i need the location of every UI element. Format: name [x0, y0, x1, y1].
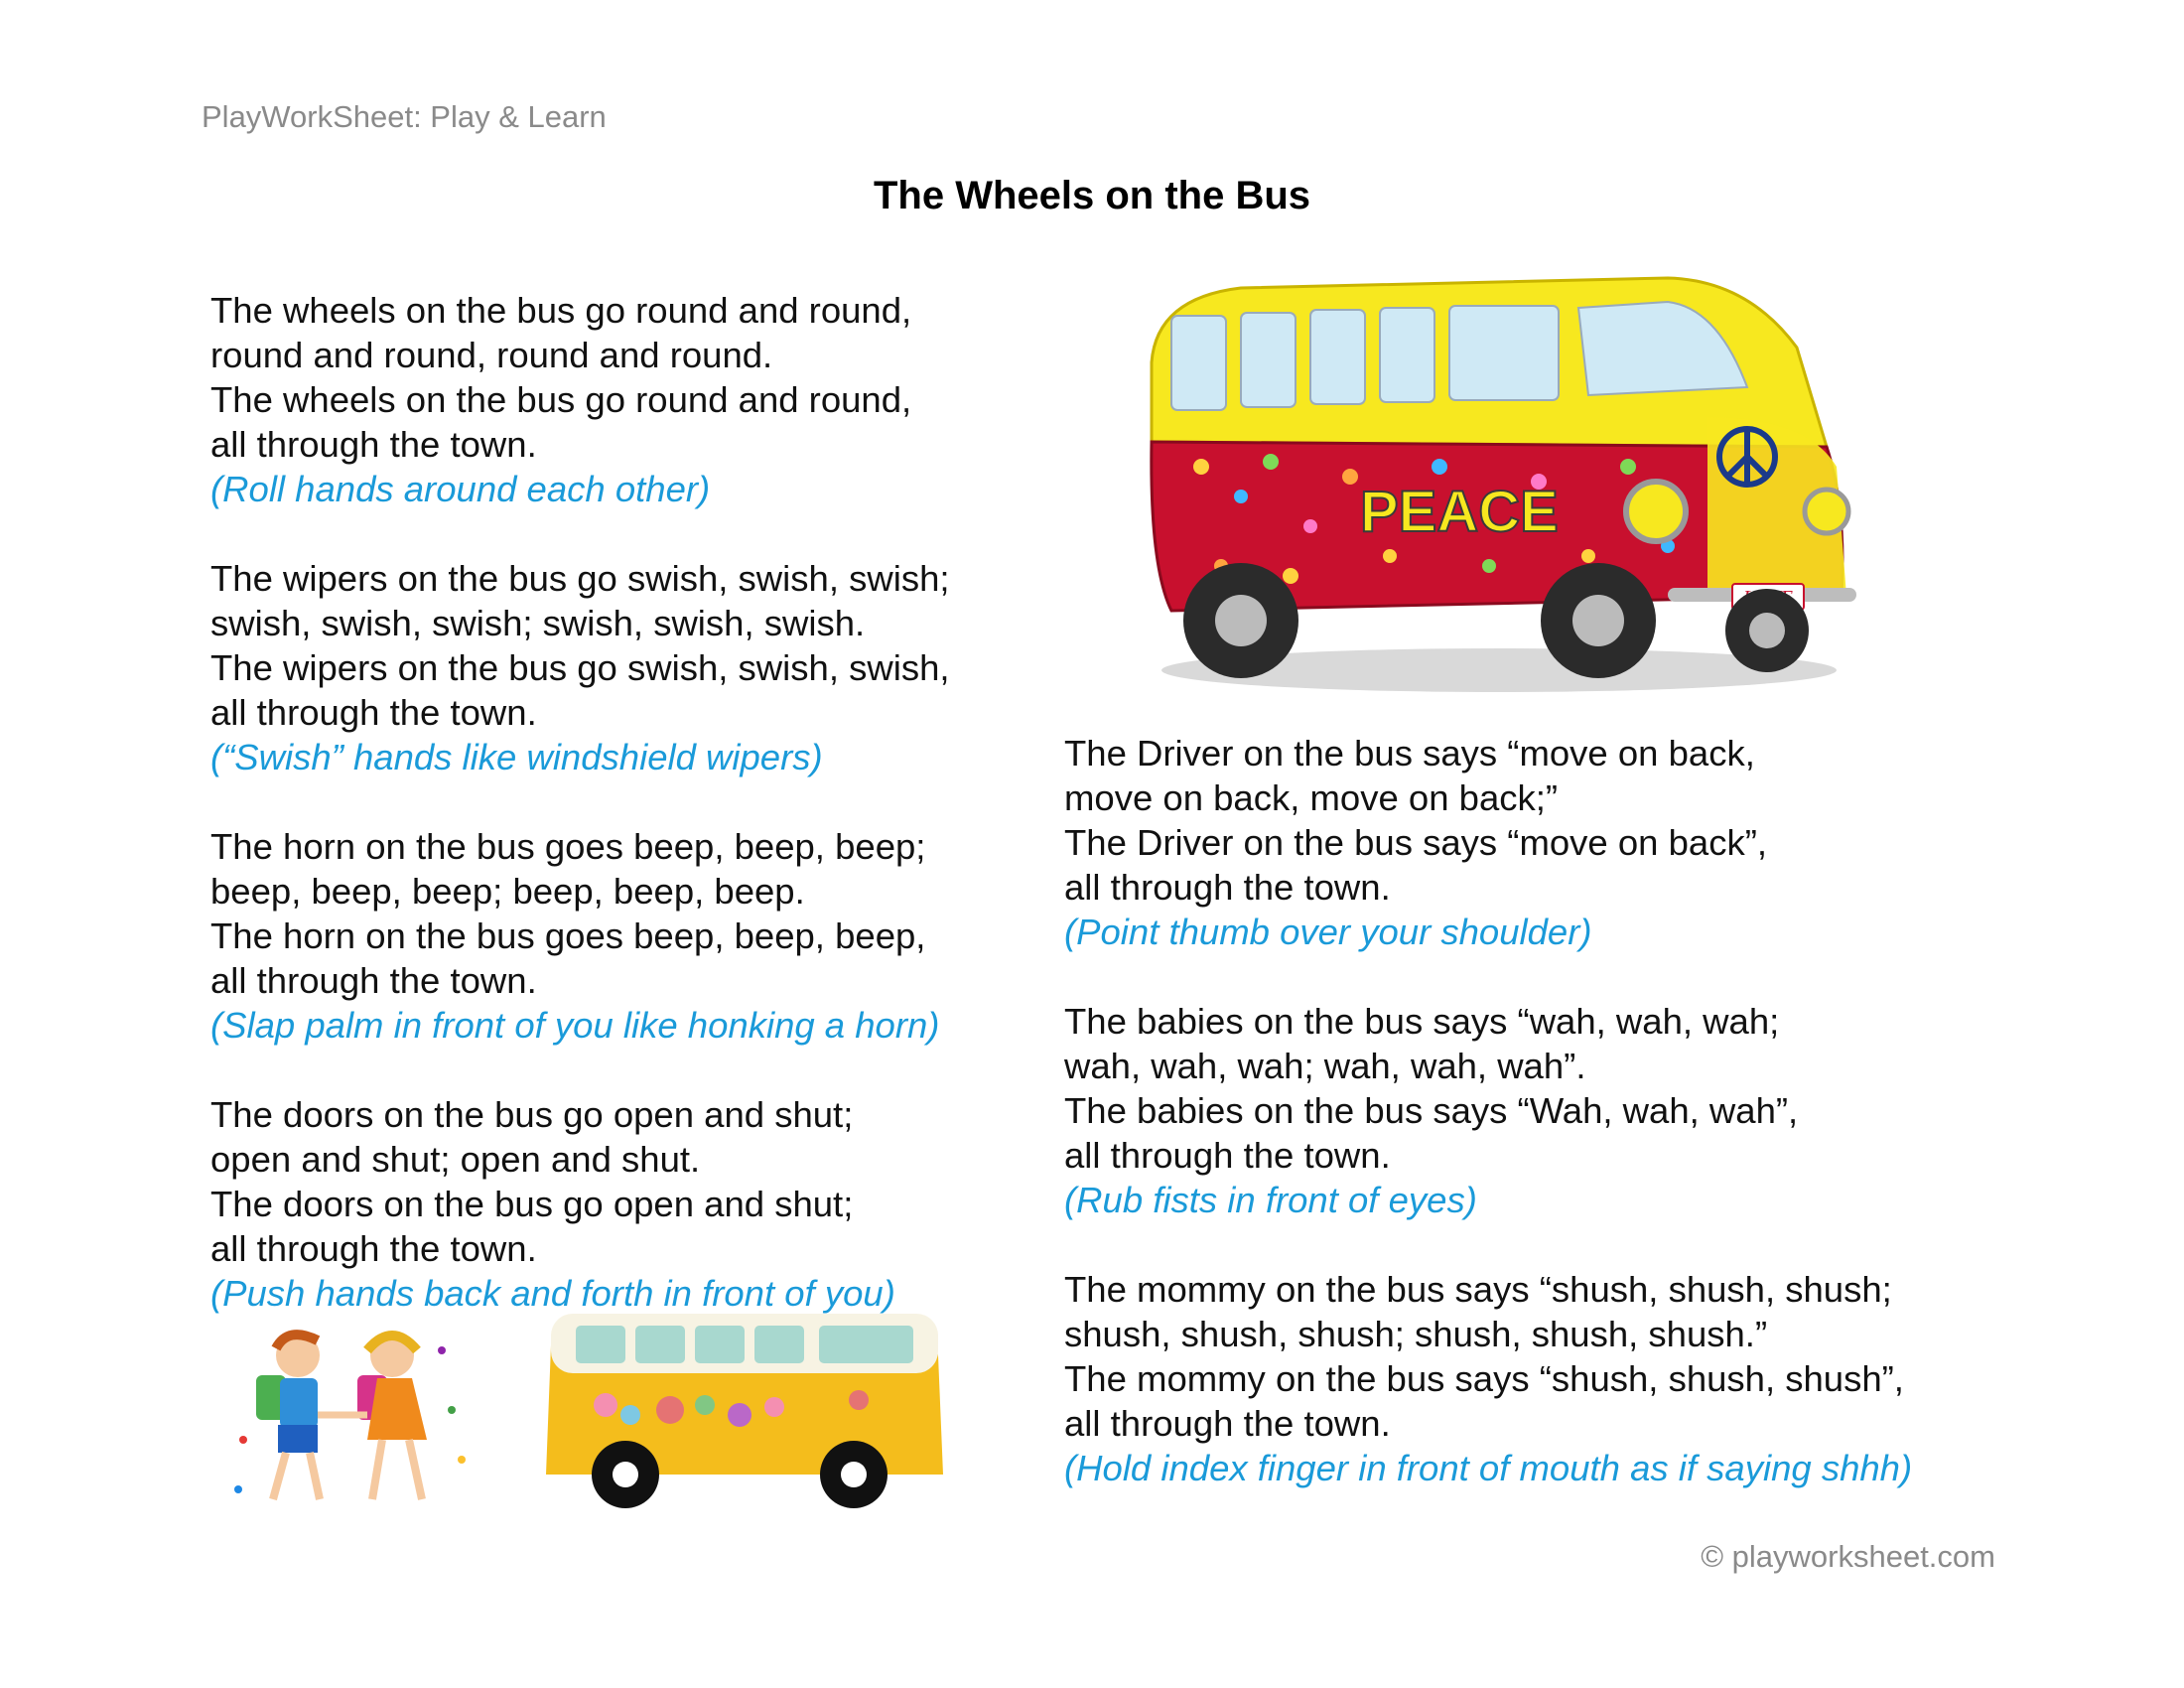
verse-line: all through the town. [210, 960, 537, 1001]
verse-action: (Slap palm in front of you like honking a horn) [210, 1005, 940, 1046]
children-walking-icon [228, 1321, 477, 1519]
verse-line: shush, shush, shush; shush, shush, shush.” [1064, 1314, 1768, 1354]
bus-peace-text: PEACE [1360, 480, 1559, 544]
verse-action: (Hold index finger in front of mouth as if saying shhh) [1064, 1448, 1913, 1488]
verse-action: (Point thumb over your shoulder) [1064, 912, 1592, 952]
boy-figure [256, 1334, 320, 1499]
verse-line: The Driver on the bus says “move on back”, [1064, 822, 1767, 863]
verse-line: all through the town. [1064, 1135, 1391, 1176]
verse-line: beep, beep, beep; beep, beep, beep. [210, 871, 805, 912]
verse-action: (Rub fists in front of eyes) [1064, 1180, 1477, 1220]
verse-line: all through the town. [210, 692, 537, 733]
verse-horn [210, 824, 1034, 1048]
verse-line: wah, wah, wah; wah, wah, wah”. [1064, 1046, 1586, 1086]
right-column [1064, 731, 2057, 1535]
verse-babies [1064, 999, 2057, 1222]
verse-line: The wipers on the bus go swish, swish, swish; [210, 558, 950, 599]
verse-action: (Roll hands around each other) [210, 469, 711, 509]
verse-line: The wipers on the bus go swish, swish, swish, [210, 647, 950, 688]
headlight-left [1626, 482, 1686, 541]
verse-line: open and shut; open and shut. [210, 1139, 701, 1180]
verse-line: move on back, move on back;” [1064, 777, 1559, 818]
left-column [210, 288, 1034, 1360]
verse-line: all through the town. [1064, 1403, 1391, 1444]
verse-wipers [210, 556, 1034, 779]
verse-action: (Push hands back and forth in front of you) [210, 1273, 895, 1314]
verse-line: The wheels on the bus go round and round, [210, 290, 912, 331]
verse-line: The mommy on the bus says “shush, shush, shush; [1064, 1269, 1892, 1310]
verse-line: The doors on the bus go open and shut; [210, 1094, 854, 1135]
page-title: The Wheels on the Bus [873, 174, 1311, 217]
verse-line: all through the town. [210, 424, 537, 465]
verse-doors [210, 1092, 1034, 1316]
verse-wheels [210, 288, 1034, 511]
verse-line: The doors on the bus go open and shut; [210, 1184, 854, 1224]
verse-line: The babies on the bus says “Wah, wah, wah”, [1064, 1090, 1799, 1131]
verse-line: The wheels on the bus go round and round, [210, 379, 912, 420]
verse-line: The horn on the bus goes beep, beep, beep; [210, 826, 926, 867]
verse-driver [1064, 731, 2057, 954]
footer-copyright: © playworksheet.com [1701, 1539, 1995, 1574]
verse-mommy [1064, 1267, 2057, 1490]
verse-line: all through the town. [210, 1228, 537, 1269]
brand-header: PlayWorkSheet: Play & Learn [202, 99, 607, 134]
verse-line: round and round, round and round. [210, 335, 773, 375]
verse-line: The mommy on the bus says “shush, shush, shush”, [1064, 1358, 1904, 1399]
verse-line: all through the town. [1064, 867, 1391, 908]
hippie-bus-icon [1112, 268, 1866, 705]
verse-action: (“Swish” hands like windshield wipers) [210, 737, 823, 777]
verse-line: The babies on the bus says “wah, wah, wah; [1064, 1001, 1780, 1042]
headlight-right [1805, 490, 1848, 533]
yellow-flower-bus-icon [531, 1306, 948, 1519]
verse-line: swish, swish, swish; swish, swish, swish. [210, 603, 866, 643]
girl-figure [357, 1334, 427, 1499]
verse-line: The Driver on the bus says “move on back, [1064, 733, 1755, 774]
verse-line: The horn on the bus goes beep, beep, beep, [210, 915, 926, 956]
